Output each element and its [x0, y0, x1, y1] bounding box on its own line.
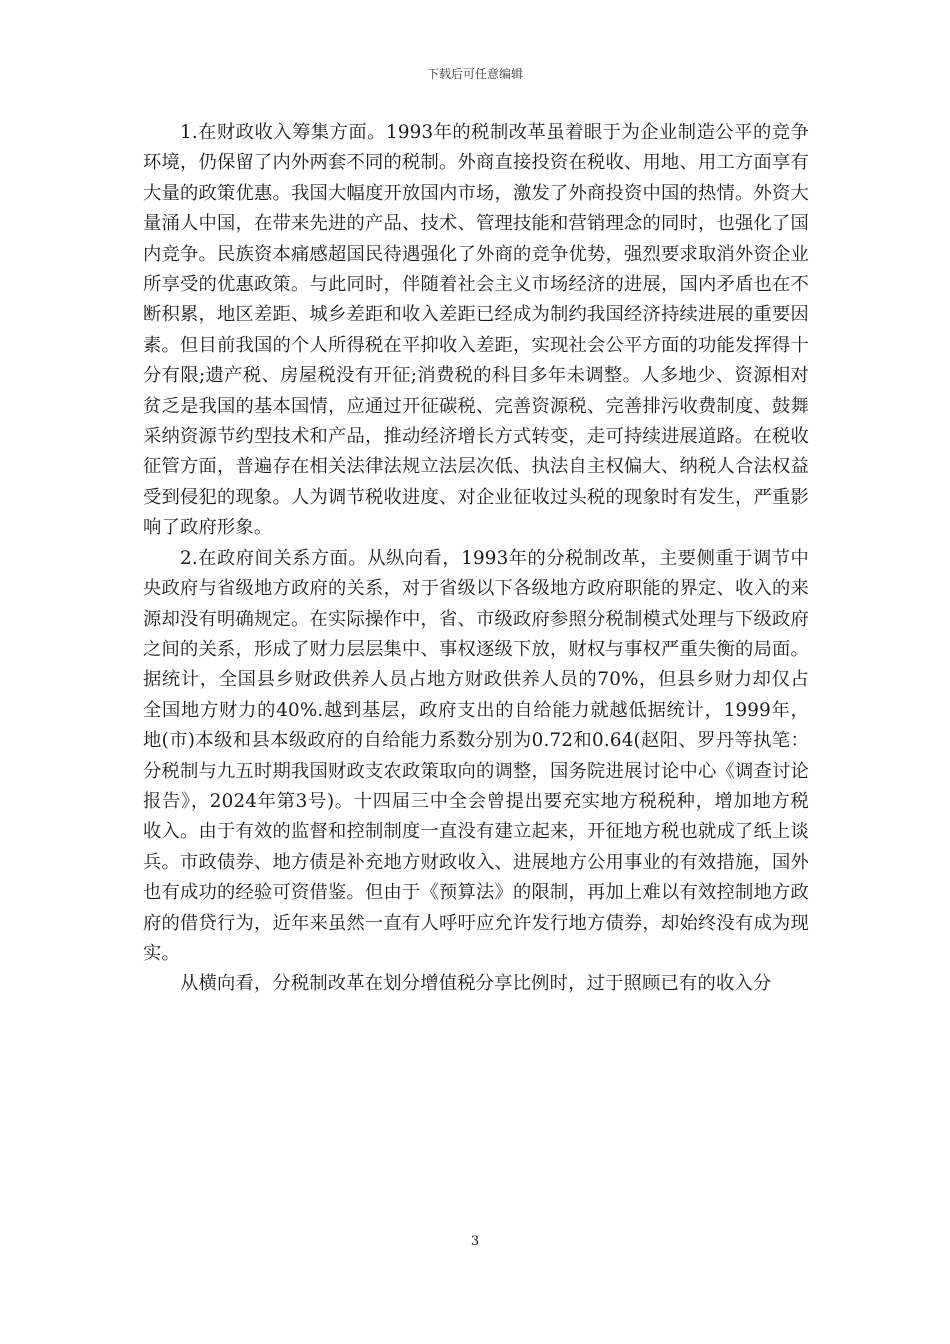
paragraph-horizontal: 从横向看，分税制改革在划分增值税分享比例时，过于照顾已有的收入分 — [180, 973, 772, 995]
document-body — [143, 118, 809, 1000]
page-number: 3 — [470, 1234, 480, 1249]
paragraph-intergovernmental: 2.在政府间关系方面。从纵向看，1993年的分税制改革，主要侧重于调节中央政府与省级地方政府的关系，对于省级以下各级地方政府职能的界定、收入的来源却没有明确规定。在实际操作中，省、市级政府参照分税制模式处理与下级政府之间的关系，形成了财力层层集中、事权逐级下放，财权与事权严重失衡的局面。据统计，全国县乡财政供养人员占地方财政供养人员的70%，但县乡财力却仅占全国地方财力的40%.越到基层，政府支出的自给能力就越低据统计，1999年，地(市)本级和县本级政府的自给能力系数分别为0.72和0.64(赵阳、罗丹等执笔：分税制与九五时期我国财政支农政策取向的调整，国务院进展讨论中心《调查讨论报告》，2024年第3号)。十四届三中全会曾提出要充实地方税税种，增加地方税收入。由于有效的监督和控制制度一直没有建立起来，开征地方税也就成了纸上谈兵。市政债券、地方债是补充地方财政收入、进展地方公用事业的有效措施，国外也有成功的经验可资借鉴。但由于《预算法》的限制，再加上难以有效控制地方政府的借贷行为，近年来虽然一直有人呼吁应允许发行地方债券，却始终没有成为现实。 — [143, 547, 809, 964]
paragraph-revenue: 1.在财政收入筹集方面。1993年的税制改革虽着眼于为企业制造公平的竞争环境，仍保留了内外两套不同的税制。外商直接投资在税收、用地、用工方面享有大量的政策优惠。我国大幅度开放国内市场，激发了外商投资中国的热情。外资大量涌人中国，在带来先进的产品、技术、管理技能和营销理念的同时，也强化了国内竞争。民族资本痛感超国民待遇强化了外商的竞争优势，强烈要求取消外资企业所享受的优惠政策。与此同时，伴随着社会主义市场经济的进展，国内矛盾也在不断积累，地区差距、城乡差距和收入差距已经成为制约我国经济持续进展的重要因素。但目前我国的个人所得税在平抑收入差距，实现社会公平方面的功能发挥得十分有限;遗产税、房屋税没有开征;消费税的科目多年未调整。人多地少、资源相对贫乏是我国的基本国情，应通过开征碳税、完善资源税、完善排污收费制度、鼓舞采纳资源节约型技术和产品，推动经济增长方式转变，走可持续进展道路。在税收征管方面，普遍存在相关法律法规立法层次低、执法自主权偏大、纳税人合法权益受到侵犯的现象。人为调节税收进度、对企业征收过头税的现象时有发生，严重影响了政府形象。 — [143, 122, 809, 539]
page-header: 下载后可任意编辑 — [426, 67, 523, 81]
